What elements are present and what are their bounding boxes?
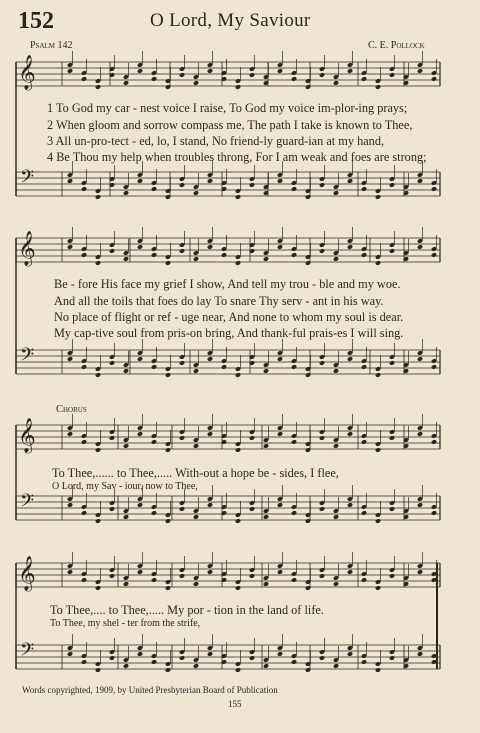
verse-4-line: 4 Be Thou my help when troubles throng, For I am weak and foes are strong; (47, 150, 427, 164)
chorus-lower-lyric: To Thee, my shel - ter from the strife, (50, 618, 201, 629)
verse-2-line: 2 When gloom and sorrow compass me, The path I take is known to Thee, (47, 118, 413, 132)
svg-text:𝄞: 𝄞 (18, 418, 36, 453)
chorus-lower-lyric: O Lord, my Sav - iour, now to Thee, (52, 481, 198, 492)
hymn-number: 152 (18, 8, 54, 34)
psalm-reference: Psalm 142 (30, 40, 73, 51)
svg-text:𝄞: 𝄞 (18, 55, 36, 90)
svg-text:𝄢: 𝄢 (20, 167, 35, 192)
verse-3-line: No place of flight or ref - uge near, And none to whom my soul is dear. (54, 310, 404, 324)
chorus-upper-lyric: To Thee,.... to Thee,..... My por - tion in the land of life. (50, 603, 324, 617)
page-number: 155 (228, 699, 242, 709)
composer-name: C. E. Pollock (368, 40, 425, 51)
svg-text:𝄢: 𝄢 (20, 345, 35, 370)
verse-1-line: Be - fore His face my grief I show, And tell my trou - ble and my woe. (54, 277, 401, 291)
svg-text:𝄢: 𝄢 (20, 640, 35, 665)
chorus-label: Chorus (56, 404, 87, 415)
verse-1-line: 1 To God my car - nest voice I raise, To God my voice im-plor-ing prays; (47, 101, 408, 115)
verse-4-line: My cap-tive soul from pris-on bring, And thank-ful prais-es I will sing. (54, 326, 404, 340)
svg-text:𝄞: 𝄞 (18, 231, 36, 266)
svg-text:𝄢: 𝄢 (20, 491, 35, 516)
hymn-title: O Lord, My Saviour (150, 10, 311, 31)
verse-2-line: And all the toils that foes do lay To snare Thy serv - ant in his way. (54, 294, 384, 308)
copyright-notice: Words copyrighted, 1909, by United Presbyterian Board of Publication (22, 685, 278, 695)
svg-text:𝄞: 𝄞 (18, 556, 36, 591)
verse-3-line: 3 All un-pro-tect - ed, lo, I stand, No friend-ly guard-ian at my hand, (47, 134, 385, 148)
chorus-upper-lyric: To Thee,...... to Thee,..... With-out a hope be - sides, I flee, (52, 466, 339, 480)
